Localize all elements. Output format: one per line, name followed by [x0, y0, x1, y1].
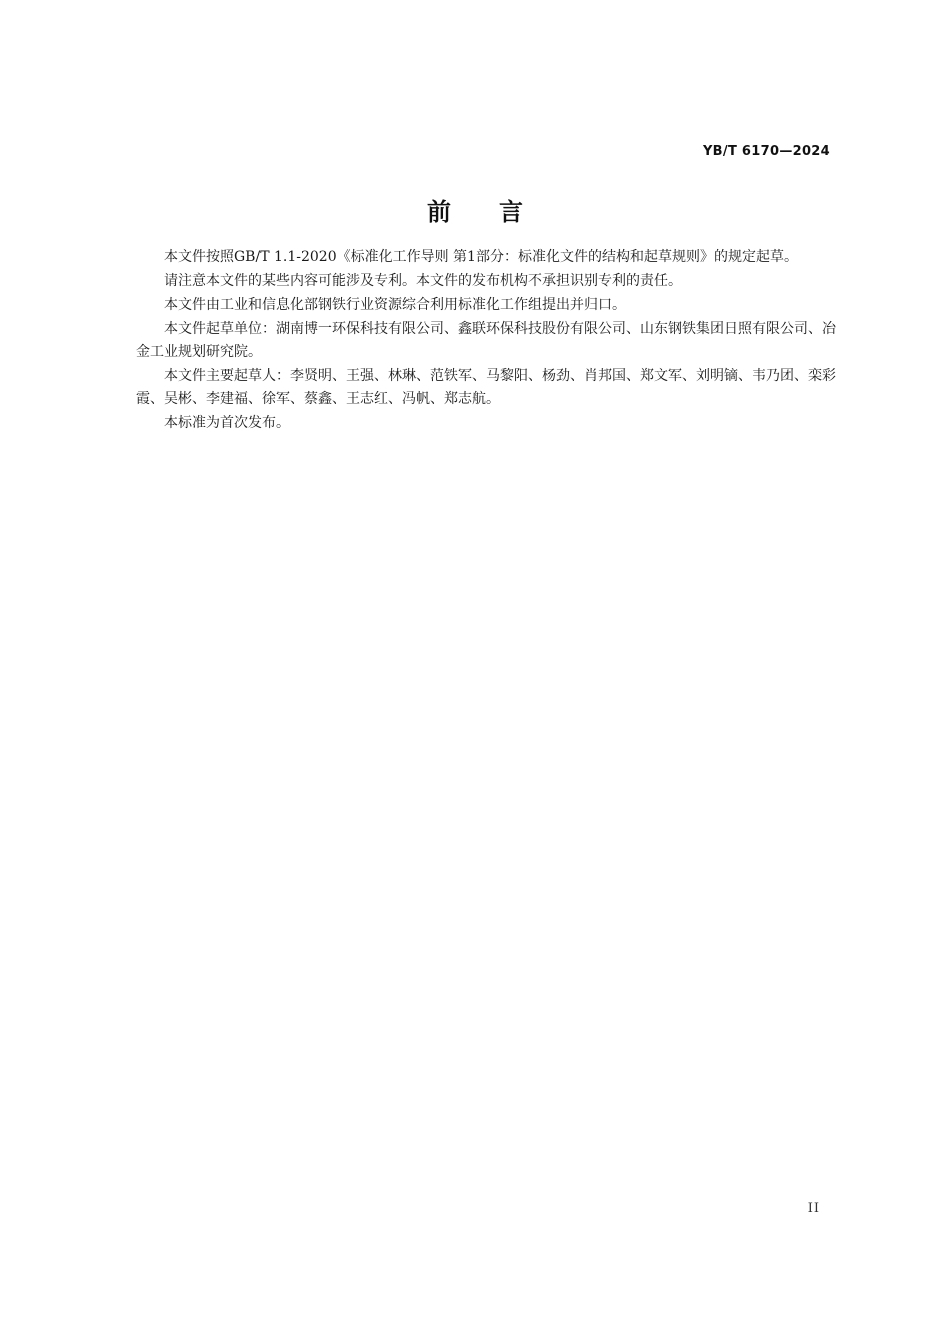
page-title: 前言 [427, 198, 571, 226]
page-number: II [807, 1201, 820, 1216]
standard-code: YB/T 6170—2024 [702, 144, 830, 159]
foreword-body [136, 246, 836, 436]
paragraph-drafting-rules: 本文件按照GB/T 1.1-2020《标准化工作导则 第1部分：标准化文件的结构和起草规则》的规定起草。 [164, 249, 798, 265]
paragraph-patent-notice: 请注意本文件的某些内容可能涉及专利。本文件的发布机构不承担识别专利的责任。 [164, 273, 682, 289]
paragraph-proposer: 本文件由工业和信息化部钢铁行业资源综合利用标准化工作组提出并归口。 [164, 297, 626, 313]
paragraph-drafters: 本文件主要起草人：李贤明、王强、林琳、范铁军、马黎阳、杨劲、肖邦国、郑文军、刘明镝、韦乃团、栾彩霞、吴彬、李建福、徐军、蔡鑫、王志红、冯帆、郑志航。 [136, 368, 836, 407]
paragraph-drafting-units: 本文件起草单位：湖南博一环保科技有限公司、鑫联环保科技股份有限公司、山东钢铁集团日照有限公司、冶金工业规划研究院。 [136, 321, 836, 360]
paragraph-first-release: 本标准为首次发布。 [164, 415, 290, 431]
